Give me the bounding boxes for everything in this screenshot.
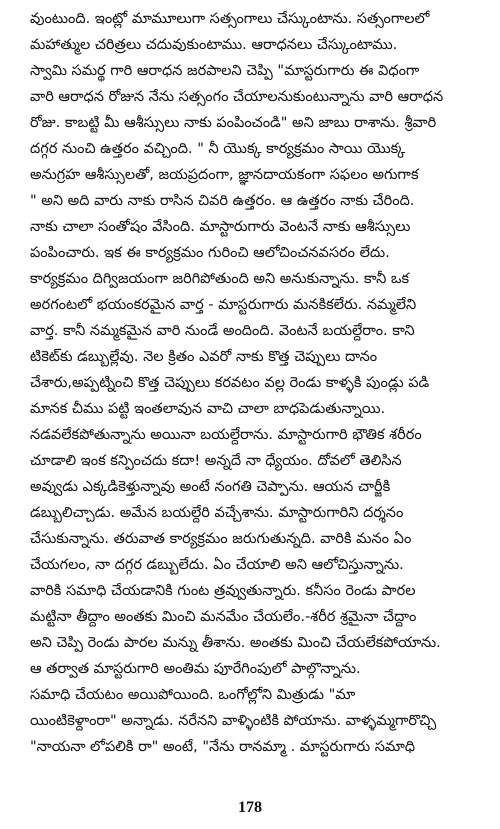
text-line-9: నాకు చాలా సంతోషం వేసింది. మాస్టారుగారు వెంటనే నాకు ఆశీస్సులు	[30, 219, 411, 235]
text-line-26: ఆ తర్వాత మాస్టరుగారి అంతిమ పూరేగింపులో పాల్గొన్నాను.	[30, 661, 361, 677]
text-line-29: "నాయనా లోపలికి రా" అంటే, "నేను రానమ్మా . మాస్టరుగారు సమాధి	[30, 739, 416, 755]
text-line-18: చూడాలి ఇంక కన్పించదు కదా! అన్నదే నా ధ్యేయం. దోవలో తెలిసిన	[30, 453, 402, 469]
body-text	[30, 6, 488, 760]
text-line-22: చేయగలం, నా దగ్గర డబ్బులేదు. ఏం చేయాలి అని ఆలోచిస్తున్నాను.	[30, 557, 404, 573]
text-line-15: చేశారు,అప్పట్నించి కొత్త చెప్పులు కరవటం వల్ల రెండు కాళ్ళకి పుండ్లు పడి	[30, 375, 430, 391]
text-line-20: డబ్బులిచ్చాడు. అమేన బయల్దేరి వచ్చేశాను. మాస్టారుగారిని దర్శనం	[30, 505, 404, 521]
text-line-5: రోజు. కాబట్టి మీ ఆశీస్సులు నాకు పంపించండి" అని జాబు రాశాను. శ్రీవారి	[30, 115, 437, 131]
text-line-21: చేసుకున్నాను. తరువాత కార్యక్రమం జరుగుతున్నది. వారికి మనం ఏం	[30, 531, 412, 547]
text-line-28: యింటికెళ్దాంరా" అన్నాడు. నరేనని వాళ్ళింటికి పోయాను. వాళ్ళమ్మగారొచ్చి	[30, 713, 437, 729]
text-line-1: వుంటుంది. ఇంట్లో మామూలుగా సత్సంగాలు చేస్కుంటాను. సత్సంగాలలో	[30, 11, 430, 27]
text-line-4: వారి ఆరాధన రోజున నేను సత్సంగం చేయాలనుకుంటున్నాను వారి ఆరాధన	[30, 89, 444, 105]
text-line-16: మానక చీము పట్టి ఇంతలావున వాచి చాలా బాధపెడుతున్నాయి.	[30, 401, 386, 417]
text-line-17: నడవలేకపోతున్నాను అయినా బయల్దేరాను. మాస్టారుగారి భౌతిక శరీరం	[30, 427, 422, 443]
text-line-10: పంపించారు. ఇక ఈ కార్యక్రమం గురించి ఆలోచించనవసరం లేదు.	[30, 245, 390, 261]
text-line-3: స్వామి సమర్థ గారి ఆరాధన జరపాలని చెప్పి "మాస్టరుగారు ఈ విధంగా	[30, 63, 420, 79]
text-line-25: అని చెప్పి రెండు పారల మన్ను తీశాను. అంతకు మించి చేయలేకపోయాను.	[30, 635, 441, 651]
text-line-7: అనుగ్రహ ఆశీస్సులతో, జయప్రదంగా, జ్ఞానదాయకంగా సఫలం అగుగాక	[30, 167, 419, 183]
page-number: 178	[238, 799, 262, 816]
text-line-13: వార్త. కానీ నమ్మకమైన వారి నుండే అందింది. వెంటనే బయల్దేరాం. కాని	[30, 323, 415, 339]
text-line-2: మహాత్ముల చరిత్రలు చదువుకుంటాము. ఆరాధనలు చేస్కుంటాము.	[30, 37, 398, 53]
text-line-8: " అని అది వారు నాకు రాసిన చివరి ఉత్తరం. ఆ ఉత్తరం నాకు చేరింది.	[30, 193, 415, 209]
text-line-19: అవ్వుడు ఎక్కడికెళ్తున్నావు అంటే నంగతి చెప్పాను. ఆయన చార్జీకి	[30, 479, 391, 495]
text-line-27: సమాధి చేయటం అయిపోయింది. ఒంగోల్లోని మిత్రుడు "మా	[30, 687, 356, 703]
text-line-14: టికెట్‌కు డబ్బుల్లేవు. నెల క్రితం ఎవరో నాకు కొత్త చెప్పులు దానం	[30, 349, 378, 365]
text-line-12: అరగంటలో భయంకరమైన వార్త - మాస్టరుగారు మనకికలేరు. నమ్మలేని	[30, 297, 417, 313]
text-line-6: దగ్గర నుంచి ఉత్తరం వచ్చింది. " నీ యొక్క కార్యక్రమం సాయి యొక్క	[30, 141, 406, 157]
text-line-23: వారికి సమాధి చేయడానికి గుంట త్రవ్వుతున్నారు. కనీసం రెండు పారల	[30, 583, 416, 599]
text-line-24: మట్టినా తీద్దాం అంతకు మించి మనమేం చేయలేం.-శరీర శ్రమైనా చేద్దాం	[30, 609, 417, 625]
text-line-11: కార్యక్రమం దిగ్విజయంగా జరిగిపోతుంది అని అనుకున్నాను. కానీ ఒక	[30, 271, 410, 287]
